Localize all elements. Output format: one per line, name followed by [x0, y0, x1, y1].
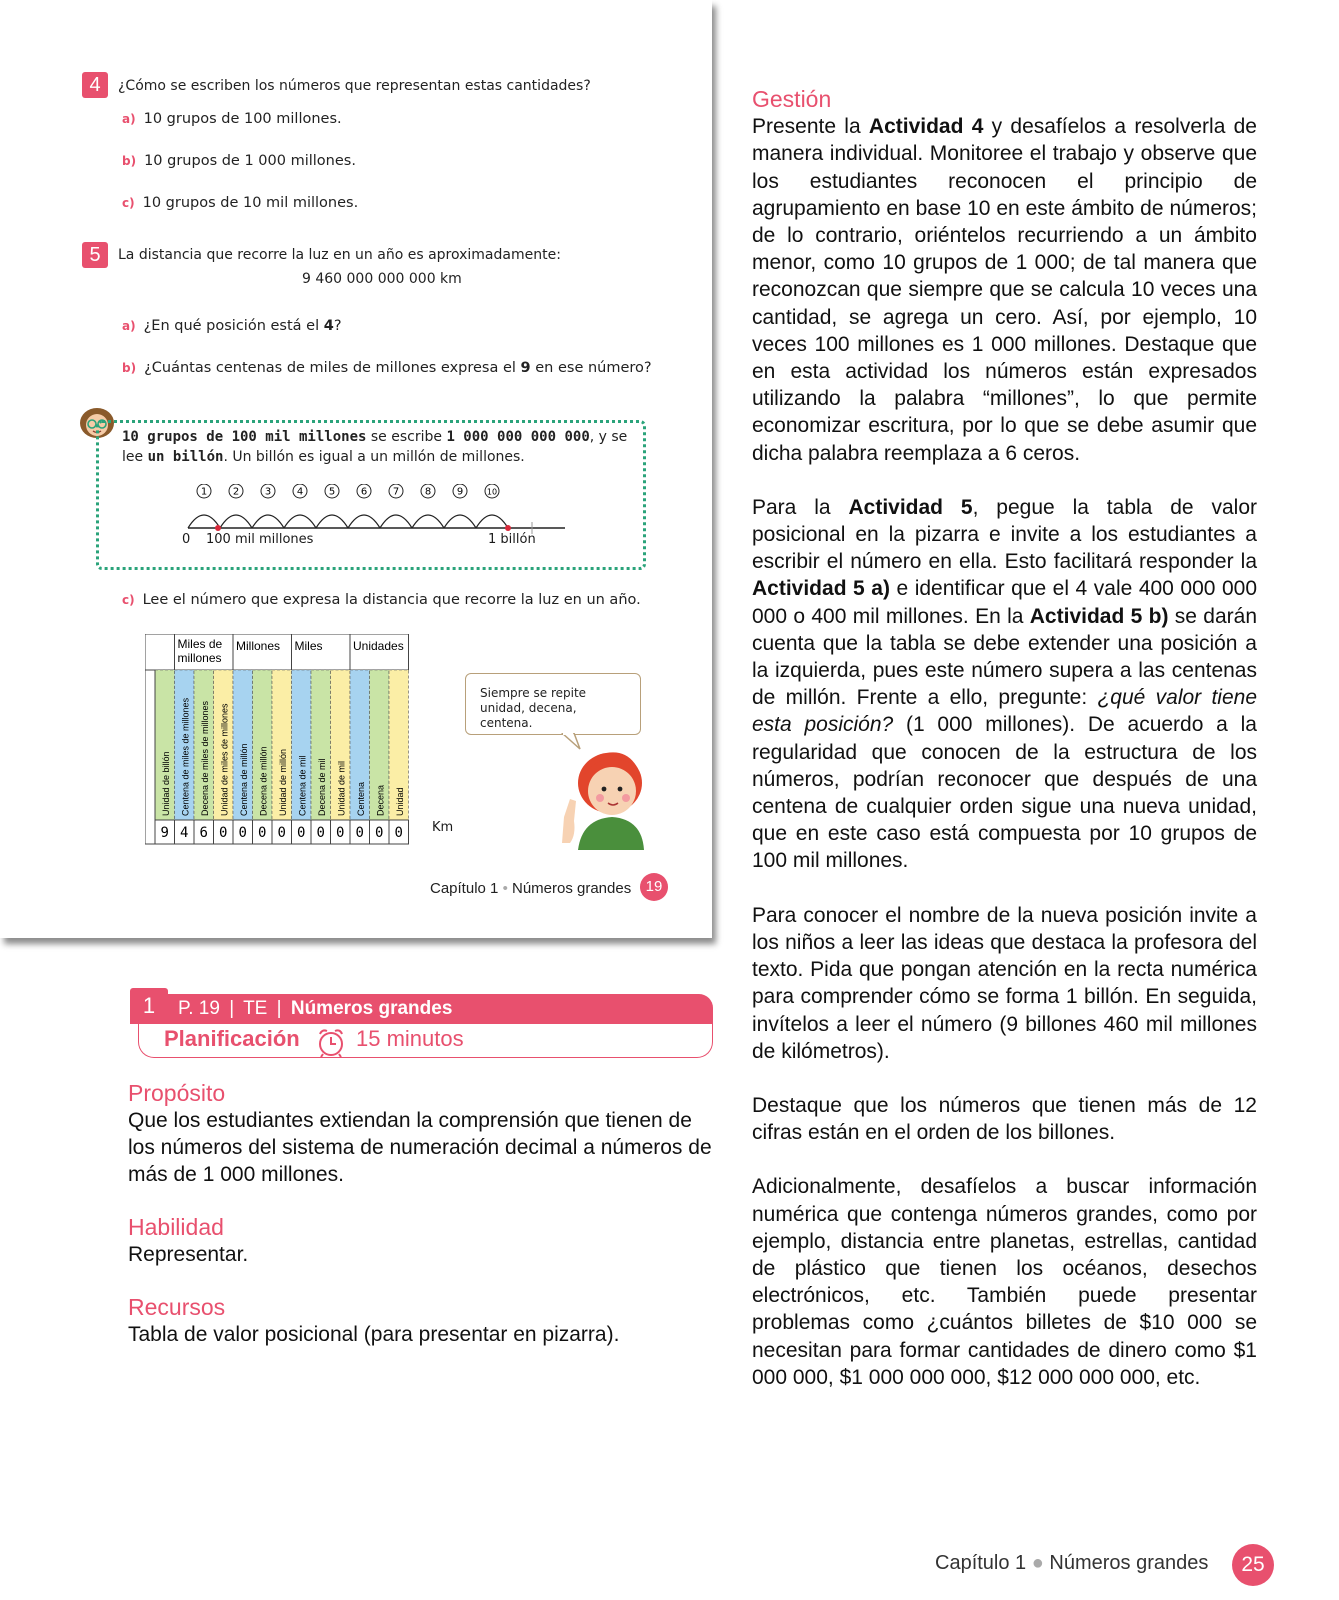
table-column-label: Unidad de mil: [336, 760, 347, 816]
question-4-text: ¿Cómo se escriben los números que representan estas cantidades?: [118, 78, 591, 94]
table-digit: 6: [199, 825, 208, 841]
page-footer: Capítulo 1 ● Números grandes: [935, 1552, 1209, 1574]
table-digit: 0: [258, 825, 267, 841]
jump-label: 5: [328, 486, 336, 498]
line-label-zero: 0: [182, 532, 191, 547]
table-digit: 9: [160, 825, 169, 841]
table-header-blank: [145, 634, 175, 670]
jump-label: 7: [392, 486, 400, 498]
table-digit: 0: [394, 825, 403, 841]
jump-label: 4: [296, 486, 304, 498]
table-column-label: Unidad: [394, 787, 405, 816]
student-page: [0, 0, 712, 938]
table-group-label: Miles de: [177, 637, 223, 651]
table-digit: 0: [375, 825, 384, 841]
jump-arc: [380, 515, 412, 528]
proposito-heading: Propósito: [128, 1080, 226, 1106]
table-unit-km: Km: [432, 820, 454, 835]
jump-label: 2: [232, 486, 240, 498]
teacher-note-text: 10 grupos de 100 mil millones se escribe 1 000 000 000 000, y se lee un billón. Un billón es igual a un millón de millones.: [122, 429, 628, 465]
q5-item-a: a) ¿En qué posición está el 4?: [122, 318, 342, 334]
student-footer: Capítulo 1 • Números grandes: [430, 880, 632, 897]
jump-label: 10: [486, 487, 498, 497]
table-group-label: Unidades: [353, 639, 404, 653]
table-column-label: Unidad de miles de millones: [219, 703, 230, 816]
gestion-paragraph-5: Adicionalmente, desafíelos a buscar información numérica que contenga números grandes, como por ejemplo, distancia entre planetas, estrellas, cantidad de plástico que tienen los océanos, desechos electrónicos, etc. También puede presentar problemas como ¿cuántos billetes de $10 000 se necesitan para formar cantidades de dinero como $1 000 000, $1 000 000 000, $12 000 000 000, etc.: [752, 1175, 1257, 1389]
table-digit: 0: [336, 825, 345, 841]
recursos-heading: Recursos: [128, 1294, 226, 1320]
table-column-label: Centena: [355, 781, 366, 816]
table-digit: 0: [238, 825, 247, 841]
plan-title-bar: P. 19 | TE | Números grandes: [168, 994, 713, 1024]
table-group-label: Miles: [294, 639, 323, 653]
q5-item-b: b) ¿Cuántas centenas de miles de millones expresa el 9 en ese número?: [122, 360, 652, 376]
line-label-billion: 1 billón: [488, 532, 536, 547]
gestion-heading: Gestión: [752, 86, 832, 112]
boy-illustration: [558, 735, 648, 850]
gestion-paragraph-2: Para la Actividad 5, pegue la tabla de valor posicional en la pizarra e invite a los estudiantes a escribir el número en ella. Esto facilitará responder la Actividad 5 a) e identificar que el 4 vale 400 000 000 000 o 400 mil millones. En la Actividad 5 b) se darán cuenta que la tabla se debe extender una posición a la izquierda, pues este número supera a las centenas de millón. Frente a ello, pregunte: ¿qué valor tiene esta posición? (1 000 millones). De acuerdo a la regularidad que conocen de la estructura de los números, podrían reconocer que después de una centena de cualquier orden sigue una nueva unidad, que en este caso está compuesta por 10 grupos de 100 mil millones.: [752, 495, 1258, 873]
question-5-number: 5: [82, 242, 108, 268]
table-column-label: Unidad de millón: [277, 748, 288, 816]
q4-item-b: b) 10 grupos de 1 000 millones.: [122, 153, 356, 169]
question-5-text: La distancia que recorre la luz en un año es aproximadamente:: [118, 247, 561, 263]
gestion-paragraph-3: Para conocer el nombre de la nueva posición invite a los niños a leer las ideas que destaca la profesora del texto. Pida que pongan atención en la recta numérica para comprender cómo se forma 1 billón. En seguida, invítelos a leer el número (9 billones 460 mil millones de kilómetros).: [752, 903, 1257, 1063]
table-digit: 0: [277, 825, 286, 841]
table-digit: 4: [180, 825, 189, 841]
gestion-paragraph-1: Presente la Actividad 4 y desafíelos a resolverla de manera individual. Monitoree el trabajo y observe que los estudiantes reconocen el principio de agrupamiento en base 10 en este ámbito de números; de lo contrario, oriéntelos recurriendo a un ámbito menor, como 10 grupos de 1 000; de tal manera que reconozcan que siempre que se calcula 10 veces una cantidad, se agrega un cero. Así, por ejemplo, 10 veces 100 millones es 1 000 millones. Destaque que en esta actividad los números están expresados utilizando la palabra “millones”, lo que permite economizar escritura, por lo que se debe asumir que dicha palabra reemplaza a 6 ceros.: [752, 115, 1257, 465]
line-label-first: 100 mil millones: [206, 532, 314, 547]
table-column-label: Unidad de billón: [160, 751, 171, 816]
alarm-clock-icon: [314, 1026, 348, 1058]
page-number: 25: [1232, 1544, 1274, 1586]
table-digit: 0: [297, 825, 306, 841]
jump-arc: [284, 515, 316, 528]
table-column-label: Decena de miles de millones: [199, 700, 210, 816]
jump-label: 8: [424, 486, 432, 498]
table-column-label: Centena de miles de millones: [180, 697, 191, 816]
place-value-table: [145, 634, 465, 853]
plan-label-row: Planificación: [164, 1026, 300, 1051]
proposito-text: Que los estudiantes extiendan la comprensión que tienen de los números del sistema de numeración decimal a números de más de 1 000 millones.: [128, 1109, 712, 1186]
light-year-distance: 9 460 000 000 000 km: [302, 271, 462, 287]
jump-arc: [444, 515, 476, 528]
question-4-number: 4: [82, 72, 108, 98]
jump-arc: [252, 515, 284, 528]
place-value-table-graphic: [145, 634, 465, 849]
gestion-column: [752, 86, 1257, 1418]
plan-number: 1: [130, 988, 168, 1024]
table-digit: 0: [219, 825, 228, 841]
jump-label: 1: [200, 486, 208, 498]
table-group-label: Millones: [236, 639, 281, 653]
jump-label: 9: [456, 486, 464, 498]
q4-item-a: a) 10 grupos de 100 millones.: [122, 111, 342, 127]
table-left-strip: [145, 670, 155, 844]
gestion-paragraph-4: Destaque que los números que tienen más de 12 cifras están en el orden de los billones.: [752, 1093, 1257, 1145]
recursos-text: Tabla de valor posicional (para presentar en pizarra).: [128, 1323, 620, 1346]
table-group-label: millones: [177, 651, 222, 665]
jump-arc: [476, 515, 508, 528]
student-page-number: 19: [640, 873, 668, 901]
plan-duration: 15 minutos: [356, 1026, 464, 1051]
q4-item-c: c) 10 grupos de 10 mil millones.: [122, 195, 359, 211]
table-column-label: Decena: [375, 784, 386, 816]
speech-bubble: Siempre se repite unidad, decena, centena.: [465, 673, 641, 735]
table-digit: 0: [355, 825, 364, 841]
jump-label: 3: [264, 486, 272, 498]
jump-arc: [316, 515, 348, 528]
jump-arc: [188, 515, 220, 528]
jump-arc: [412, 515, 444, 528]
table-digit: 0: [316, 825, 325, 841]
table-column-label: Centena de millón: [238, 743, 249, 816]
table-column-label: Decena de millón: [258, 746, 269, 816]
q5-item-c: c) Lee el número que expresa la distancia que recorre la luz en un año.: [122, 592, 641, 608]
lesson-sections: [128, 1080, 713, 1374]
table-column-label: Decena de mil: [316, 758, 327, 816]
jump-label: 6: [360, 486, 368, 498]
jump-arc: [220, 515, 252, 528]
jump-arc: [348, 515, 380, 528]
habilidad-heading: Habilidad: [128, 1214, 224, 1240]
table-column-label: Centena de mil: [297, 755, 308, 816]
habilidad-text: Representar.: [128, 1243, 249, 1266]
